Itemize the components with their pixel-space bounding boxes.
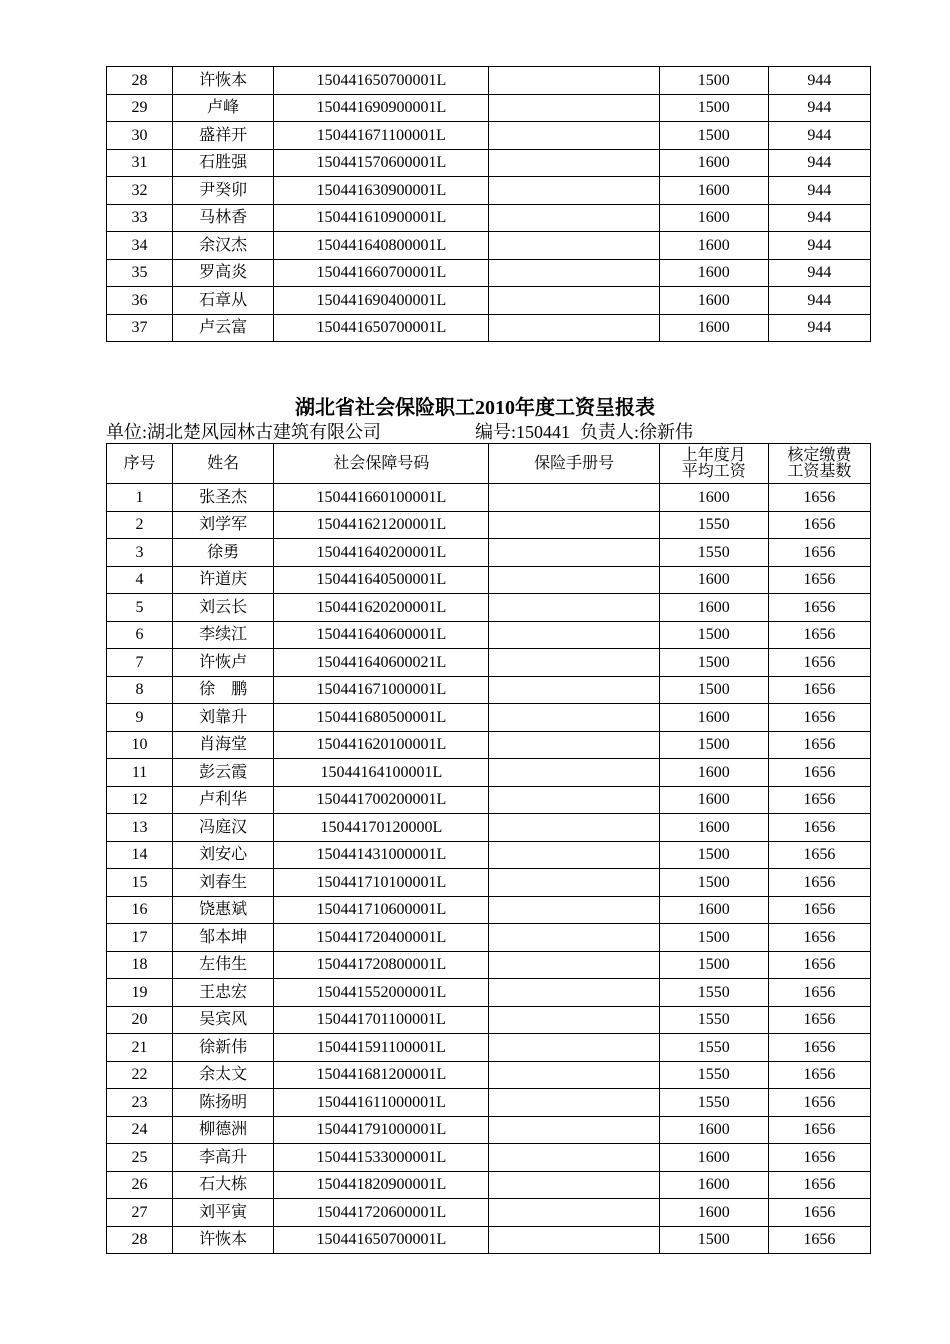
table-row bbox=[107, 232, 871, 260]
table-row bbox=[107, 1061, 871, 1089]
cell-avg-salary: 1500 bbox=[659, 621, 768, 649]
cell-base-salary: 944 bbox=[768, 259, 870, 287]
salary-table-header bbox=[107, 444, 871, 484]
cell-book bbox=[489, 704, 659, 732]
cell-base-salary: 1656 bbox=[768, 924, 870, 952]
cell-base-salary: 1656 bbox=[768, 841, 870, 869]
cell-book bbox=[489, 1171, 659, 1199]
cell-base-salary: 944 bbox=[768, 94, 870, 122]
cell-base-salary: 944 bbox=[768, 67, 870, 95]
cell-name: 王忠宏 bbox=[173, 979, 274, 1007]
cell-base-salary: 1656 bbox=[768, 869, 870, 897]
cell-no: 24 bbox=[107, 1116, 173, 1144]
cell-no: 4 bbox=[107, 566, 173, 594]
table-row bbox=[107, 704, 871, 732]
cell-avg-salary: 1500 bbox=[659, 67, 768, 95]
cell-name: 刘云长 bbox=[173, 594, 274, 622]
cell-avg-salary: 1600 bbox=[659, 594, 768, 622]
table-row bbox=[107, 896, 871, 924]
cell-no: 16 bbox=[107, 896, 173, 924]
cell-book bbox=[489, 511, 659, 539]
cell-book bbox=[489, 1034, 659, 1062]
cell-avg-salary: 1600 bbox=[659, 896, 768, 924]
cell-avg-salary: 1600 bbox=[659, 204, 768, 232]
cell-name: 邹本坤 bbox=[173, 924, 274, 952]
table-row bbox=[107, 177, 871, 205]
cell-name: 许恢卢 bbox=[173, 649, 274, 677]
cell-name: 冯庭汉 bbox=[173, 814, 274, 842]
cell-avg-salary: 1500 bbox=[659, 649, 768, 677]
cell-ssn: 150441620100001L bbox=[274, 731, 489, 759]
cell-no: 29 bbox=[107, 94, 173, 122]
cell-base-salary: 1656 bbox=[768, 951, 870, 979]
report-title: 湖北省社会保险职工2010年度工资呈报表 bbox=[295, 397, 655, 419]
cell-avg-salary: 1500 bbox=[659, 122, 768, 150]
cell-book bbox=[489, 232, 659, 260]
cell-name: 石章从 bbox=[173, 287, 274, 315]
cell-book bbox=[489, 259, 659, 287]
cell-avg-salary: 1600 bbox=[659, 287, 768, 315]
cell-ssn: 150441640600021L bbox=[274, 649, 489, 677]
cell-ssn: 150441820900001L bbox=[274, 1171, 489, 1199]
cell-avg-salary: 1600 bbox=[659, 314, 768, 342]
header-no: 序号 bbox=[107, 444, 173, 484]
cell-name: 卢峰 bbox=[173, 94, 274, 122]
cell-book bbox=[489, 94, 659, 122]
table-row bbox=[107, 979, 871, 1007]
cell-avg-salary: 1500 bbox=[659, 1226, 768, 1254]
cell-base-salary: 1656 bbox=[768, 1034, 870, 1062]
cell-name: 李高升 bbox=[173, 1144, 274, 1172]
cell-book bbox=[489, 731, 659, 759]
cell-ssn: 150441671100001L bbox=[274, 122, 489, 150]
table-row bbox=[107, 951, 871, 979]
cell-book bbox=[489, 649, 659, 677]
cell-avg-salary: 1550 bbox=[659, 1089, 768, 1117]
cell-no: 37 bbox=[107, 314, 173, 342]
cell-base-salary: 1656 bbox=[768, 1226, 870, 1254]
cell-no: 15 bbox=[107, 869, 173, 897]
cell-name: 刘安心 bbox=[173, 841, 274, 869]
cell-ssn: 150441690900001L bbox=[274, 94, 489, 122]
cell-ssn: 150441640800001L bbox=[274, 232, 489, 260]
table-row bbox=[107, 786, 871, 814]
cell-base-salary: 1656 bbox=[768, 1116, 870, 1144]
cell-ssn: 150441650700001L bbox=[274, 1226, 489, 1254]
table-row bbox=[107, 149, 871, 177]
salary-table-continued bbox=[106, 66, 871, 342]
cell-base-salary: 1656 bbox=[768, 484, 870, 512]
cell-no: 8 bbox=[107, 676, 173, 704]
cell-book bbox=[489, 566, 659, 594]
cell-no: 5 bbox=[107, 594, 173, 622]
cell-avg-salary: 1550 bbox=[659, 511, 768, 539]
cell-name: 余太文 bbox=[173, 1061, 274, 1089]
cell-base-salary: 1656 bbox=[768, 786, 870, 814]
cell-book bbox=[489, 484, 659, 512]
cell-base-salary: 1656 bbox=[768, 896, 870, 924]
cell-no: 36 bbox=[107, 287, 173, 315]
salary-table-body bbox=[107, 484, 871, 1254]
cell-name: 徐勇 bbox=[173, 539, 274, 567]
table-row bbox=[107, 594, 871, 622]
cell-no: 6 bbox=[107, 621, 173, 649]
cell-name: 尹癸卯 bbox=[173, 177, 274, 205]
cell-base-salary: 1656 bbox=[768, 1171, 870, 1199]
cell-no: 20 bbox=[107, 1006, 173, 1034]
cell-name: 左伟生 bbox=[173, 951, 274, 979]
cell-base-salary: 1656 bbox=[768, 566, 870, 594]
cell-no: 7 bbox=[107, 649, 173, 677]
code-and-manager bbox=[475, 421, 693, 443]
cell-base-salary: 944 bbox=[768, 149, 870, 177]
cell-ssn: 150441660700001L bbox=[274, 259, 489, 287]
cell-no: 18 bbox=[107, 951, 173, 979]
cell-book bbox=[489, 204, 659, 232]
cell-book bbox=[489, 1006, 659, 1034]
cell-avg-salary: 1600 bbox=[659, 786, 768, 814]
report-code: 编号:150441 bbox=[475, 422, 571, 442]
cell-no: 33 bbox=[107, 204, 173, 232]
cell-ssn: 150441680500001L bbox=[274, 704, 489, 732]
table-row bbox=[107, 566, 871, 594]
cell-base-salary: 1656 bbox=[768, 539, 870, 567]
header-name: 姓名 bbox=[173, 444, 274, 484]
cell-no: 22 bbox=[107, 1061, 173, 1089]
cell-avg-salary: 1500 bbox=[659, 841, 768, 869]
cell-ssn: 150441720400001L bbox=[274, 924, 489, 952]
cell-name: 刘春生 bbox=[173, 869, 274, 897]
cell-avg-salary: 1550 bbox=[659, 979, 768, 1007]
cell-ssn: 150441611000001L bbox=[274, 1089, 489, 1117]
cell-avg-salary: 1600 bbox=[659, 232, 768, 260]
cell-name: 卢云富 bbox=[173, 314, 274, 342]
cell-name: 饶惠斌 bbox=[173, 896, 274, 924]
cell-avg-salary: 1500 bbox=[659, 731, 768, 759]
header-base-salary bbox=[768, 444, 870, 484]
table-row bbox=[107, 924, 871, 952]
cell-book bbox=[489, 841, 659, 869]
cell-book bbox=[489, 951, 659, 979]
cell-ssn: 150441650700001L bbox=[274, 67, 489, 95]
cell-avg-salary: 1600 bbox=[659, 814, 768, 842]
cell-name: 马林香 bbox=[173, 204, 274, 232]
cell-base-salary: 1656 bbox=[768, 1006, 870, 1034]
cell-book bbox=[489, 924, 659, 952]
cell-book bbox=[489, 896, 659, 924]
cell-ssn: 150441640600001L bbox=[274, 621, 489, 649]
table-row bbox=[107, 1199, 871, 1227]
cell-name: 刘学军 bbox=[173, 511, 274, 539]
cell-no: 28 bbox=[107, 67, 173, 95]
company-unit: 单位:湖北楚风园林古建筑有限公司 bbox=[106, 422, 381, 442]
cell-ssn: 150441720800001L bbox=[274, 951, 489, 979]
cell-base-salary: 944 bbox=[768, 314, 870, 342]
table-row bbox=[107, 814, 871, 842]
cell-book bbox=[489, 122, 659, 150]
cell-base-salary: 1656 bbox=[768, 511, 870, 539]
cell-book bbox=[489, 1199, 659, 1227]
cell-ssn: 150441431000001L bbox=[274, 841, 489, 869]
cell-no: 25 bbox=[107, 1144, 173, 1172]
cell-no: 34 bbox=[107, 232, 173, 260]
cell-base-salary: 1656 bbox=[768, 649, 870, 677]
header-base-line1: 核定缴费 bbox=[787, 446, 852, 464]
table-row bbox=[107, 1116, 871, 1144]
cell-base-salary: 1656 bbox=[768, 676, 870, 704]
table-row bbox=[107, 1144, 871, 1172]
cell-book bbox=[489, 177, 659, 205]
cell-book bbox=[489, 287, 659, 315]
manager: 负责人:徐新伟 bbox=[580, 422, 694, 442]
cell-base-salary: 1656 bbox=[768, 621, 870, 649]
cell-avg-salary: 1600 bbox=[659, 149, 768, 177]
cell-base-salary: 944 bbox=[768, 287, 870, 315]
cell-book bbox=[489, 1144, 659, 1172]
salary-table-continued-body bbox=[107, 67, 871, 342]
cell-ssn: 150441700200001L bbox=[274, 786, 489, 814]
cell-avg-salary: 1600 bbox=[659, 759, 768, 787]
cell-ssn: 150441610900001L bbox=[274, 204, 489, 232]
cell-avg-salary: 1600 bbox=[659, 704, 768, 732]
cell-ssn: 150441720600001L bbox=[274, 1199, 489, 1227]
table-row bbox=[107, 539, 871, 567]
cell-ssn: 150441552000001L bbox=[274, 979, 489, 1007]
cell-no: 3 bbox=[107, 539, 173, 567]
cell-name: 盛祥开 bbox=[173, 122, 274, 150]
cell-ssn: 150441591100001L bbox=[274, 1034, 489, 1062]
cell-avg-salary: 1500 bbox=[659, 924, 768, 952]
table-row bbox=[107, 621, 871, 649]
cell-book bbox=[489, 759, 659, 787]
cell-book bbox=[489, 1226, 659, 1254]
cell-name: 许恢本 bbox=[173, 67, 274, 95]
cell-name: 罗高炎 bbox=[173, 259, 274, 287]
cell-avg-salary: 1600 bbox=[659, 1116, 768, 1144]
cell-base-salary: 944 bbox=[768, 204, 870, 232]
table-row bbox=[107, 1006, 871, 1034]
table-row bbox=[107, 731, 871, 759]
cell-no: 12 bbox=[107, 786, 173, 814]
cell-name: 肖海堂 bbox=[173, 731, 274, 759]
cell-book bbox=[489, 1116, 659, 1144]
cell-book bbox=[489, 314, 659, 342]
cell-avg-salary: 1550 bbox=[659, 539, 768, 567]
cell-base-salary: 1656 bbox=[768, 1061, 870, 1089]
cell-name: 卢利华 bbox=[173, 786, 274, 814]
cell-ssn: 150441710100001L bbox=[274, 869, 489, 897]
cell-no: 19 bbox=[107, 979, 173, 1007]
table-row bbox=[107, 511, 871, 539]
cell-book bbox=[489, 594, 659, 622]
cell-base-salary: 944 bbox=[768, 177, 870, 205]
cell-base-salary: 944 bbox=[768, 232, 870, 260]
table-row bbox=[107, 67, 871, 95]
cell-no: 9 bbox=[107, 704, 173, 732]
cell-name: 刘平寅 bbox=[173, 1199, 274, 1227]
cell-no: 26 bbox=[107, 1171, 173, 1199]
table-row bbox=[107, 204, 871, 232]
header-avg-salary bbox=[659, 444, 768, 484]
cell-ssn: 150441620200001L bbox=[274, 594, 489, 622]
cell-no: 32 bbox=[107, 177, 173, 205]
table-row bbox=[107, 759, 871, 787]
cell-no: 11 bbox=[107, 759, 173, 787]
cell-ssn: 150441710600001L bbox=[274, 896, 489, 924]
table-row bbox=[107, 869, 871, 897]
cell-ssn: 15044170120000L bbox=[274, 814, 489, 842]
cell-ssn: 150441630900001L bbox=[274, 177, 489, 205]
cell-name: 陈扬明 bbox=[173, 1089, 274, 1117]
cell-no: 14 bbox=[107, 841, 173, 869]
cell-ssn: 150441570600001L bbox=[274, 149, 489, 177]
cell-ssn: 150441660100001L bbox=[274, 484, 489, 512]
cell-avg-salary: 1600 bbox=[659, 1171, 768, 1199]
cell-no: 21 bbox=[107, 1034, 173, 1062]
cell-name: 石胜强 bbox=[173, 149, 274, 177]
cell-no: 35 bbox=[107, 259, 173, 287]
cell-no: 2 bbox=[107, 511, 173, 539]
cell-base-salary: 944 bbox=[768, 122, 870, 150]
cell-book bbox=[489, 149, 659, 177]
cell-avg-salary: 1550 bbox=[659, 1034, 768, 1062]
cell-book bbox=[489, 67, 659, 95]
cell-ssn: 15044164100001L bbox=[274, 759, 489, 787]
cell-name: 彭云霞 bbox=[173, 759, 274, 787]
table-row bbox=[107, 259, 871, 287]
header-ssn: 社会保障号码 bbox=[274, 444, 489, 484]
cell-avg-salary: 1600 bbox=[659, 1144, 768, 1172]
cell-base-salary: 1656 bbox=[768, 759, 870, 787]
cell-book bbox=[489, 814, 659, 842]
cell-ssn: 150441690400001L bbox=[274, 287, 489, 315]
cell-no: 1 bbox=[107, 484, 173, 512]
cell-ssn: 150441791000001L bbox=[274, 1116, 489, 1144]
cell-name: 余汉杰 bbox=[173, 232, 274, 260]
header-book: 保险手册号 bbox=[489, 444, 659, 484]
cell-name: 石大栋 bbox=[173, 1171, 274, 1199]
table-row bbox=[107, 287, 871, 315]
cell-avg-salary: 1550 bbox=[659, 1006, 768, 1034]
cell-no: 13 bbox=[107, 814, 173, 842]
cell-book bbox=[489, 676, 659, 704]
cell-ssn: 150441671000001L bbox=[274, 676, 489, 704]
table-row bbox=[107, 649, 871, 677]
cell-book bbox=[489, 869, 659, 897]
cell-name: 刘靠升 bbox=[173, 704, 274, 732]
cell-avg-salary: 1500 bbox=[659, 869, 768, 897]
cell-base-salary: 1656 bbox=[768, 731, 870, 759]
cell-book bbox=[489, 621, 659, 649]
header-avg-line2: 平均工资 bbox=[681, 462, 746, 480]
table-row bbox=[107, 314, 871, 342]
cell-base-salary: 1656 bbox=[768, 594, 870, 622]
cell-base-salary: 1656 bbox=[768, 1144, 870, 1172]
cell-name: 李续江 bbox=[173, 621, 274, 649]
table-row bbox=[107, 841, 871, 869]
header-row bbox=[107, 444, 871, 484]
cell-ssn: 150441621200001L bbox=[274, 511, 489, 539]
cell-name: 柳德洲 bbox=[173, 1116, 274, 1144]
cell-name: 张圣杰 bbox=[173, 484, 274, 512]
cell-name: 徐 鹏 bbox=[173, 676, 274, 704]
cell-avg-salary: 1600 bbox=[659, 566, 768, 594]
table-row bbox=[107, 94, 871, 122]
cell-avg-salary: 1500 bbox=[659, 94, 768, 122]
cell-base-salary: 1656 bbox=[768, 1089, 870, 1117]
cell-avg-salary: 1600 bbox=[659, 484, 768, 512]
cell-name: 许恢本 bbox=[173, 1226, 274, 1254]
cell-base-salary: 1656 bbox=[768, 814, 870, 842]
cell-avg-salary: 1550 bbox=[659, 1061, 768, 1089]
table-row bbox=[107, 484, 871, 512]
table-row bbox=[107, 122, 871, 150]
cell-book bbox=[489, 979, 659, 1007]
cell-ssn: 150441640500001L bbox=[274, 566, 489, 594]
cell-ssn: 150441701100001L bbox=[274, 1006, 489, 1034]
cell-base-salary: 1656 bbox=[768, 704, 870, 732]
header-base-line2: 工资基数 bbox=[787, 462, 852, 480]
cell-no: 17 bbox=[107, 924, 173, 952]
header-avg-line1: 上年度月 bbox=[681, 446, 746, 464]
cell-no: 23 bbox=[107, 1089, 173, 1117]
cell-base-salary: 1656 bbox=[768, 979, 870, 1007]
cell-no: 31 bbox=[107, 149, 173, 177]
cell-avg-salary: 1500 bbox=[659, 676, 768, 704]
table-row bbox=[107, 676, 871, 704]
cell-name: 吴宾风 bbox=[173, 1006, 274, 1034]
cell-no: 28 bbox=[107, 1226, 173, 1254]
cell-avg-salary: 1500 bbox=[659, 951, 768, 979]
cell-book bbox=[489, 1089, 659, 1117]
cell-ssn: 150441640200001L bbox=[274, 539, 489, 567]
cell-ssn: 150441681200001L bbox=[274, 1061, 489, 1089]
table-row bbox=[107, 1089, 871, 1117]
cell-book bbox=[489, 1061, 659, 1089]
cell-ssn: 150441533000001L bbox=[274, 1144, 489, 1172]
cell-avg-salary: 1600 bbox=[659, 177, 768, 205]
cell-ssn: 150441650700001L bbox=[274, 314, 489, 342]
cell-book bbox=[489, 539, 659, 567]
cell-book bbox=[489, 786, 659, 814]
table-row bbox=[107, 1034, 871, 1062]
salary-table bbox=[106, 443, 871, 1254]
cell-name: 徐新伟 bbox=[173, 1034, 274, 1062]
cell-no: 27 bbox=[107, 1199, 173, 1227]
cell-name: 许道庆 bbox=[173, 566, 274, 594]
cell-avg-salary: 1600 bbox=[659, 1199, 768, 1227]
table-row bbox=[107, 1226, 871, 1254]
table-row bbox=[107, 1171, 871, 1199]
cell-no: 10 bbox=[107, 731, 173, 759]
cell-avg-salary: 1600 bbox=[659, 259, 768, 287]
cell-base-salary: 1656 bbox=[768, 1199, 870, 1227]
cell-no: 30 bbox=[107, 122, 173, 150]
